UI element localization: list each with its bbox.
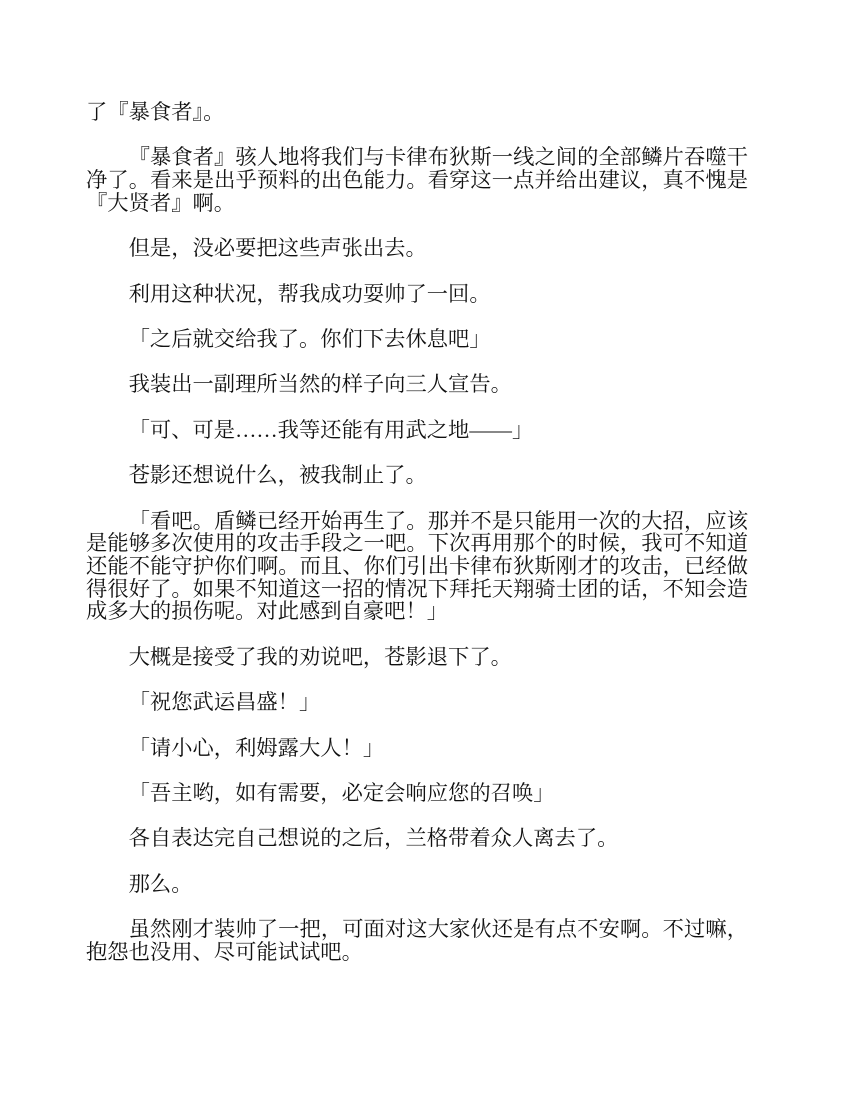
paragraph: 各自表达完自己想说的之后，兰格带着众人离去了。 [128, 826, 619, 851]
paragraph-dialogue: 「吾主哟，如有需要，必定会响应您的召唤」 [128, 780, 555, 805]
paragraph-dialogue: 「祝您武运昌盛！」 [128, 690, 321, 715]
paragraph-dialogue: 「看吧。盾鳞已经开始再生了。那并不是只能用一次的大招，应该是能够多次使用的攻击手段之一吧。下次再用那个的时候，我可不知道还能不能守护你们啊。而且、你们引出卡律布狄斯刚才的攻击，已经做得很好了。如果不知道这一招的情况下拜托天翔骑士团的话，不知会造成多大的损伤呢。对此感到自豪吧！」 [86, 508, 748, 624]
paragraph-dialogue: 「可、可是……我等还能有用武之地——」 [128, 417, 534, 442]
paragraph: 利用这种状况，帮我成功耍帅了一回。 [128, 281, 491, 306]
paragraph: 苍影还想说什么，被我制止了。 [128, 463, 427, 488]
paragraph: 了『暴食者』。 [86, 100, 225, 124]
paragraph: 『暴食者』骇人地将我们与卡律布狄斯一线之间的全部鳞片吞噬干净了。看来是出乎预料的出色能力。看穿这一点并给出建议，真不愧是『大贤者』啊。 [86, 145, 748, 215]
page-text [86, 101, 748, 963]
paragraph-dialogue: 「之后就交给我了。你们下去休息吧」 [128, 326, 491, 351]
paragraph-dialogue: 「请小心，利姆露大人！」 [128, 735, 385, 760]
paragraph: 大概是接受了我的劝说吧，苍影退下了。 [128, 644, 512, 669]
paragraph: 我装出一副理所当然的样子向三人宣告。 [128, 372, 512, 397]
paragraph: 虽然刚才装帅了一把，可面对这大家伙还是有点不安啊。不过嘛，抱怨也没用、尽可能试试吧。 [86, 917, 748, 964]
paragraph: 但是，没必要把这些声张出去。 [128, 236, 427, 261]
paragraph: 那么。 [128, 871, 193, 896]
